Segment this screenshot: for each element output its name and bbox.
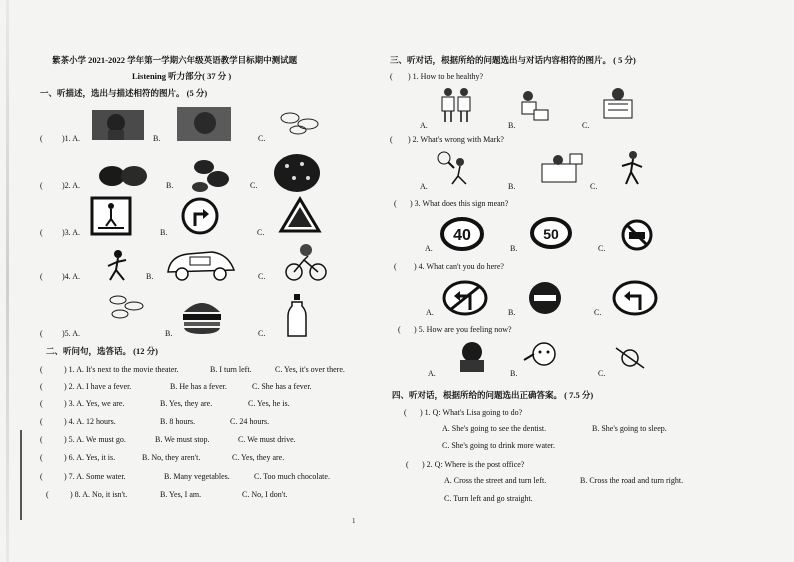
s2-q6-a: ) 6. A. Yes, it is.: [64, 453, 116, 462]
s3-q4-c: C.: [594, 308, 602, 317]
s2-q4-b: B. 8 hours.: [160, 417, 196, 426]
s3-q1-question: ) 1. How to be healthy?: [408, 72, 484, 81]
section4-heading: 四、听对话，根据所给的问题选出正确答案。 ( 7.5 分): [392, 390, 594, 400]
exam-title: 紫茶小学 2021-2022 学年第一学期六年级英语教学目标期中测试题: [52, 55, 298, 65]
paren: (: [398, 325, 401, 334]
page-edge-shadow: [6, 0, 9, 562]
s1-q4-label: )4. A.: [62, 272, 80, 281]
s1-q3-b: B.: [160, 228, 168, 237]
s4-q2-a: A. Cross the street and turn left.: [444, 476, 547, 485]
s1-q1-c: C.: [258, 134, 266, 143]
turn-right-sign-icon: [180, 196, 220, 236]
s1-q3-label: )3. A.: [62, 228, 80, 237]
s2-q3-c: C. Yes, he is.: [248, 399, 290, 408]
s2-q2-b: B. He has a fever.: [170, 382, 227, 391]
speed-sign-50-text: 50: [543, 226, 559, 242]
paren: (: [40, 435, 43, 444]
s4-q1-c: C. She's going to drink more water.: [442, 441, 555, 450]
s2-q1-a: ) 1. A. It's next to the movie theater.: [64, 365, 179, 374]
s3-q3-c: C.: [598, 244, 606, 253]
paren: (: [40, 382, 43, 391]
s4-q1-question: ) 1. Q: What's Lisa going to do?: [420, 408, 523, 417]
paren: (: [40, 228, 43, 237]
s1-q5-picture-a: [104, 292, 148, 322]
page-number: 1: [352, 517, 356, 525]
s3-q5-picture-b: [518, 340, 562, 374]
s2-q5-b: B. We must stop.: [155, 435, 210, 444]
s1-q2-picture-a: [96, 158, 150, 190]
no-left-turn-sign-icon: [442, 280, 488, 316]
paren: (: [40, 181, 43, 190]
s2-q8-c: C. No, I don't.: [242, 490, 288, 499]
s1-q4-c: C.: [258, 272, 266, 281]
s1-q1-b: B.: [153, 134, 161, 143]
listening-subtitle: Listening 听力部分( 37 分 ): [132, 71, 232, 81]
s1-q2-picture-c: [272, 152, 322, 194]
person-icon: [436, 86, 476, 124]
s3-q3-a: A.: [425, 244, 433, 253]
s3-q1-a: A.: [420, 121, 428, 130]
s3-q5-c: C.: [598, 369, 606, 378]
s1-q2-c: C.: [250, 181, 258, 190]
s2-q4-c: C. 24 hours.: [230, 417, 270, 426]
s3-q2-a: A.: [420, 182, 428, 191]
paren: (: [394, 262, 397, 271]
section2-heading: 二、听问句，选答话。 (12 分): [46, 346, 158, 356]
section3-heading: 三、听对话，根据所给的问题选出与对话内容相符的图片。 ( 5 分): [390, 55, 636, 65]
s2-q5-a: ) 5. A. We must go.: [64, 435, 126, 444]
s1-q4-b: B.: [146, 272, 154, 281]
s3-q1-picture-b: [516, 88, 550, 122]
paren: (: [40, 329, 43, 338]
paren: (: [406, 460, 409, 469]
paren: (: [40, 453, 43, 462]
s4-q2-question: ) 2. Q: Where is the post office?: [422, 460, 525, 469]
person-icon: [102, 248, 132, 284]
paren: (: [404, 408, 407, 417]
paren: (: [40, 417, 43, 426]
s2-q4-a: ) 4. A. 12 hours.: [64, 417, 116, 426]
s2-q3-a: ) 3. A. Yes, we are.: [64, 399, 125, 408]
s2-q7-b: B. Many vegetables.: [164, 472, 230, 481]
s3-q5-b: B.: [510, 369, 518, 378]
s1-q2-b: B.: [166, 181, 174, 190]
s4-q2-b: B. Cross the road and turn right.: [580, 476, 684, 485]
s2-q6-c: C. Yes, they are.: [232, 453, 285, 462]
s3-q3-question: ) 3. What does this sign mean?: [410, 199, 509, 208]
paren: (: [40, 472, 43, 481]
s3-q2-b: B.: [508, 182, 516, 191]
s1-q1-picture-c: [276, 108, 326, 136]
paren: (: [390, 135, 393, 144]
s2-q2-c: C. She has a fever.: [252, 382, 312, 391]
s2-q6-b: B. No, they aren't.: [142, 453, 201, 462]
s4-q1-b: B. She's going to sleep.: [592, 424, 667, 433]
s1-q5-label: )5. A.: [62, 329, 80, 338]
no-left-turn-sign-icon: [612, 280, 658, 316]
s1-q3-c: C.: [257, 228, 265, 237]
s3-q5-a: A.: [428, 369, 436, 378]
s2-q5-c: C. We must drive.: [238, 435, 296, 444]
paren: (: [40, 365, 43, 374]
s3-q2-picture-b: [540, 150, 584, 186]
paren: (: [40, 272, 43, 281]
warning-sign-icon: [278, 196, 322, 234]
s1-q1-picture-a: [90, 108, 146, 142]
s1-q2-label: )2. A.: [62, 181, 80, 190]
paren: (: [40, 399, 43, 408]
paren: (: [40, 134, 43, 143]
s2-q8-b: B. Yes, I am.: [160, 490, 202, 499]
no-entry-sign-icon: [526, 280, 564, 316]
bottle-icon: [286, 292, 308, 340]
s4-q2-c: C. Turn left and go straight.: [444, 494, 533, 503]
s3-q4-b: B.: [508, 308, 516, 317]
s3-q2-question: ) 2. What's wrong with Mark?: [408, 135, 504, 144]
s2-q1-b: B. I turn left.: [210, 365, 252, 374]
s3-q1-picture-c: [598, 86, 638, 124]
s1-q1-picture-b: [175, 105, 233, 143]
speed-sign-40-text: 40: [453, 227, 471, 244]
hamburger-icon: [180, 296, 224, 336]
speed-limit-sign-icon: [440, 217, 484, 251]
s1-q1-label: )1. A.: [62, 134, 80, 143]
s3-q4-a: A.: [426, 308, 434, 317]
no-car-sign-icon: [620, 219, 654, 251]
s3-q1-b: B.: [508, 121, 516, 130]
s1-q2-picture-b: [188, 155, 234, 195]
s3-q2-c: C.: [590, 182, 598, 191]
s1-q5-b: B.: [165, 329, 173, 338]
pedestrian-sign-icon: [90, 196, 132, 236]
s2-q7-a: ) 7. A. Some water.: [64, 472, 126, 481]
paren: (: [394, 199, 397, 208]
person-icon: [618, 150, 648, 188]
s2-q3-b: B. Yes, they are.: [160, 399, 213, 408]
s3-q5-picture-c: [612, 344, 648, 372]
s3-q3-b: B.: [510, 244, 518, 253]
s3-q5-question: ) 5. How are you feeling now?: [414, 325, 512, 334]
car-icon: [162, 242, 242, 284]
s2-q8-a: ) 8. A. No, it isn't.: [70, 490, 128, 499]
paren: (: [46, 490, 49, 499]
section1-heading: 一、听描述，选出与描述相符的图片。 (5 分): [40, 88, 208, 98]
s4-q1-a: A. She's going to see the dentist.: [442, 424, 547, 433]
s2-q1-c: C. Yes, it's over there.: [275, 365, 345, 374]
s2-q7-c: C. Too much chocolate.: [254, 472, 330, 481]
binding-mark: [20, 430, 22, 520]
s3-q4-question: ) 4. What can't you do here?: [414, 262, 504, 271]
s3-q5-picture-a: [452, 340, 492, 374]
speed-limit-sign-icon: [530, 217, 572, 249]
paren: (: [390, 72, 393, 81]
s3-q1-c: C.: [582, 121, 590, 130]
s1-q5-c: C.: [258, 329, 266, 338]
s2-q2-a: ) 2. A. I have a fever.: [64, 382, 132, 391]
bicycle-icon: [282, 242, 332, 282]
s3-q2-picture-a: [436, 150, 476, 186]
